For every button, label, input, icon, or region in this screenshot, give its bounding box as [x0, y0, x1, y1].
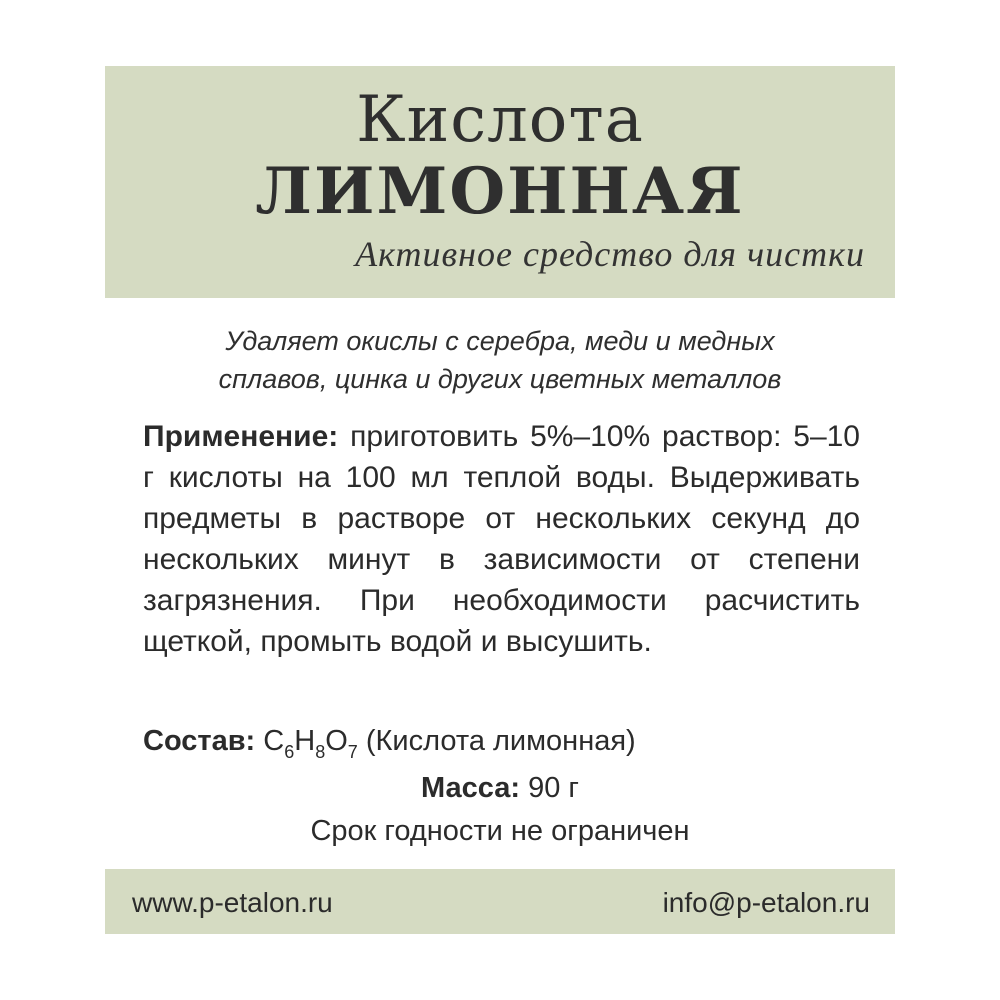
product-title: Кислота: [356, 83, 644, 157]
mass-label: Масса:: [421, 772, 521, 804]
website-link[interactable]: www.p-etalon.ru: [132, 887, 333, 918]
composition-label: Состав:: [143, 725, 256, 757]
intro-text: [135, 322, 865, 398]
formula-c: C: [263, 725, 285, 757]
intro-line-2: сплавов, цинка и других цветных металлов: [218, 364, 782, 394]
formula-o-sub: 7: [347, 742, 358, 762]
usage-text: приготовить 5%–10% раствор: 5–10 г кислоты на 100 мл теплой воды. Выдерживать предметы в растворе от нескольких секунд до нескольких минут в зависимости от степени загрязнения. При необходимости расчистить щеткой, промыть водой и высушить.: [143, 420, 860, 658]
label-footer: [105, 869, 895, 934]
mass-line: [105, 768, 895, 808]
label-header: [105, 66, 895, 298]
composition-text: (Кислота лимонная): [357, 725, 636, 757]
mass-value: 90 г: [520, 772, 579, 804]
usage-label: Применение:: [143, 420, 339, 453]
composition-section: [143, 721, 860, 761]
intro-line-1: Удаляет окислы с серебра, меди и медных: [225, 326, 775, 356]
product-title-emphasis: ЛИМОННАЯ: [255, 154, 745, 229]
formula-h-sub: 8: [315, 742, 326, 762]
usage-paragraph: [143, 416, 860, 662]
product-subtitle: Активное средство для чистки: [355, 234, 865, 274]
formula-o: O: [325, 725, 348, 757]
email-link[interactable]: info@p-etalon.ru: [662, 887, 870, 918]
formula-c-sub: 6: [284, 742, 295, 762]
formula-h: H: [294, 725, 316, 757]
chemical-formula: [263, 725, 358, 762]
usage-section: [143, 416, 860, 662]
product-label: [105, 66, 895, 934]
shelf-life: Срок годности не ограничен: [310, 815, 690, 847]
